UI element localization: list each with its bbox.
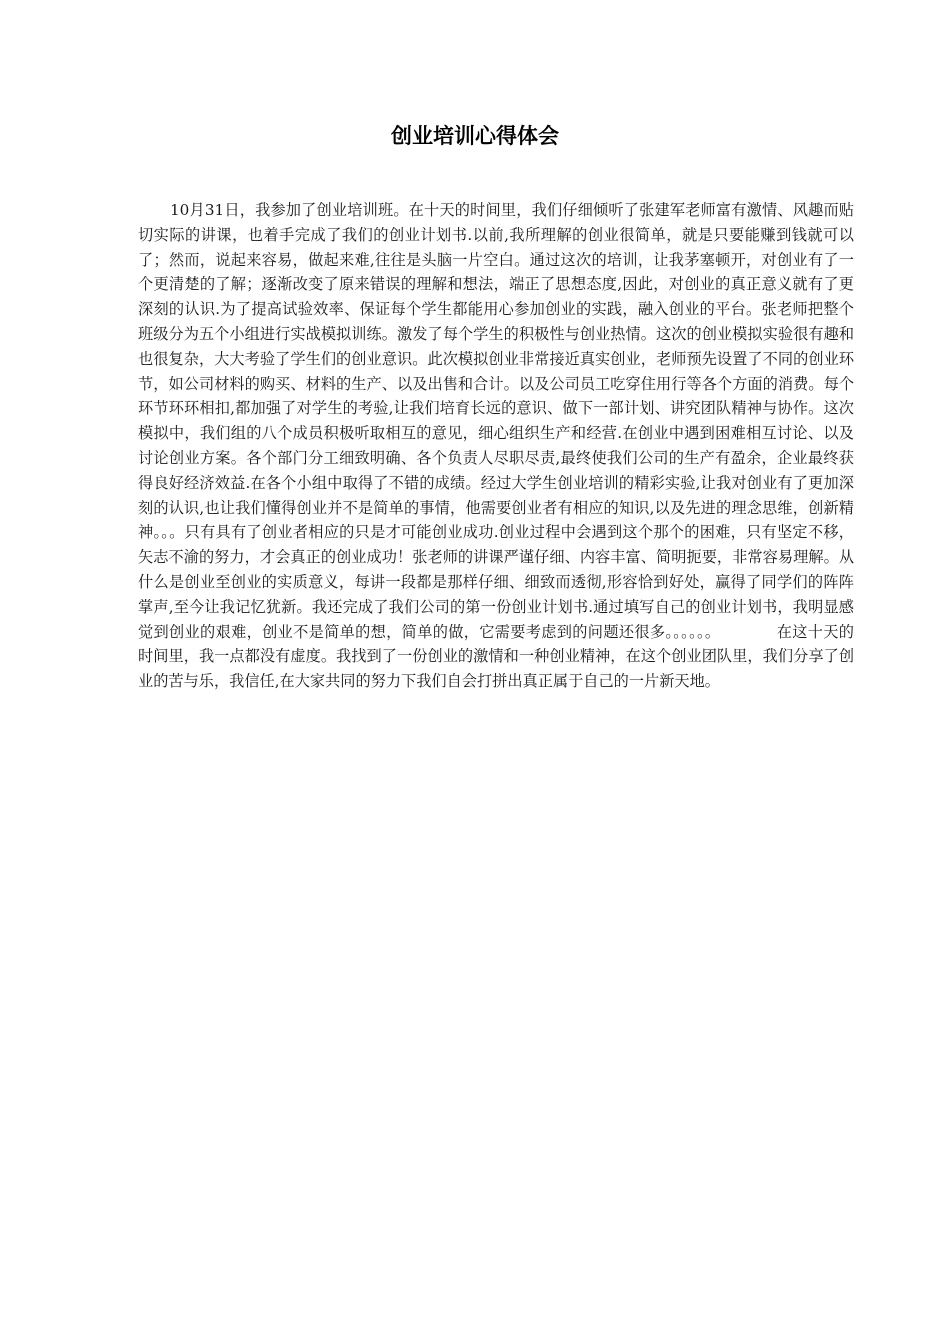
paragraph-text-part2: 在这十天的时间里，我一点都没有虚度。我找到了一份创业的激情和一种创业精神，在这个创业团队里，我们分享了创业的苦与乐，我信任,在大家共同的努力下我们自会打拼出真正属于自己的一片新天地。 [138,622,854,691]
document-title: 创业培训心得体会 [391,124,559,148]
document-body-paragraph [138,198,854,694]
paragraph-text-part1: 10月31日，我参加了创业培训班。在十天的时间里，我们仔细倾听了张建军老师富有激情、风趣而贴切实际的讲课，也着手完成了我们的创业计划书.以前,我所理解的创业很简单，就是只要能赚到钱就可以了；然而，说起来容易，做起来难,往往是头脑一片空白。通过这次的培训，让我茅塞顿开，对创业有了一个更清楚的了解；逐渐改变了原来错误的理解和想法，端正了思想态度,因此，对创业的真正意义就有了更深刻的认识.为了提高试验效率、保证每个学生都能用心参加创业的实践，融入创业的平台。张老师把整个班级分为五个小组进行实战模拟训练。激发了每个学生的积极性与创业热情。这次的创业模拟实验很有趣和也很复杂，大大考验了学生们的创业意识。此次模拟创业非常接近真实创业，老师预先设置了不同的创业环节，如公司材料的购买、材料的生产、以及出售和合计。以及公司员工吃穿住用行等各个方面的消费。每个环节环环相扣,都加强了对学生的考验,让我们培育长远的意识、做下一部计划、讲究团队精神与协作。这次模拟中，我们组的八个成员积极听取相互的意见，细心组织生产和经营.在创业中遇到困难相互讨论、以及讨论创业方案。各个部门分工细致明确、各个负责人尽职尽责,最终使我们公司的生产有盈余，企业最终获得良好经济效益.在各个小组中取得了不错的成绩。经过大学生创业培训的精彩实验,让我对创业有了更加深刻的认识,也让我们懂得创业并不是简单的事情，他需要创业者有相应的知识,以及先进的理念思维，创新精神。。。只有具有了创业者相应的只是才可能创业成功.创业过程中会遇到这个那个的困难，只有坚定不移，矢志不渝的努力，才会真正的创业成功！张老师的讲课严谨仔细、内容丰富、简明扼要，非常容易理解。从什么是创业至创业的实质意义，每讲一段都是那样仔细、细致而透彻,形容恰到好处，赢得了同学们的阵阵掌声,至今让我记忆犹新。我还完成了我们公司的第一份创业计划书.通过填写自己的创业计划书，我明显感觉到创业的艰难，创业不是简单的想，简单的做，它需要考虑到的问题还很多。。。。。。 [138,201,854,641]
